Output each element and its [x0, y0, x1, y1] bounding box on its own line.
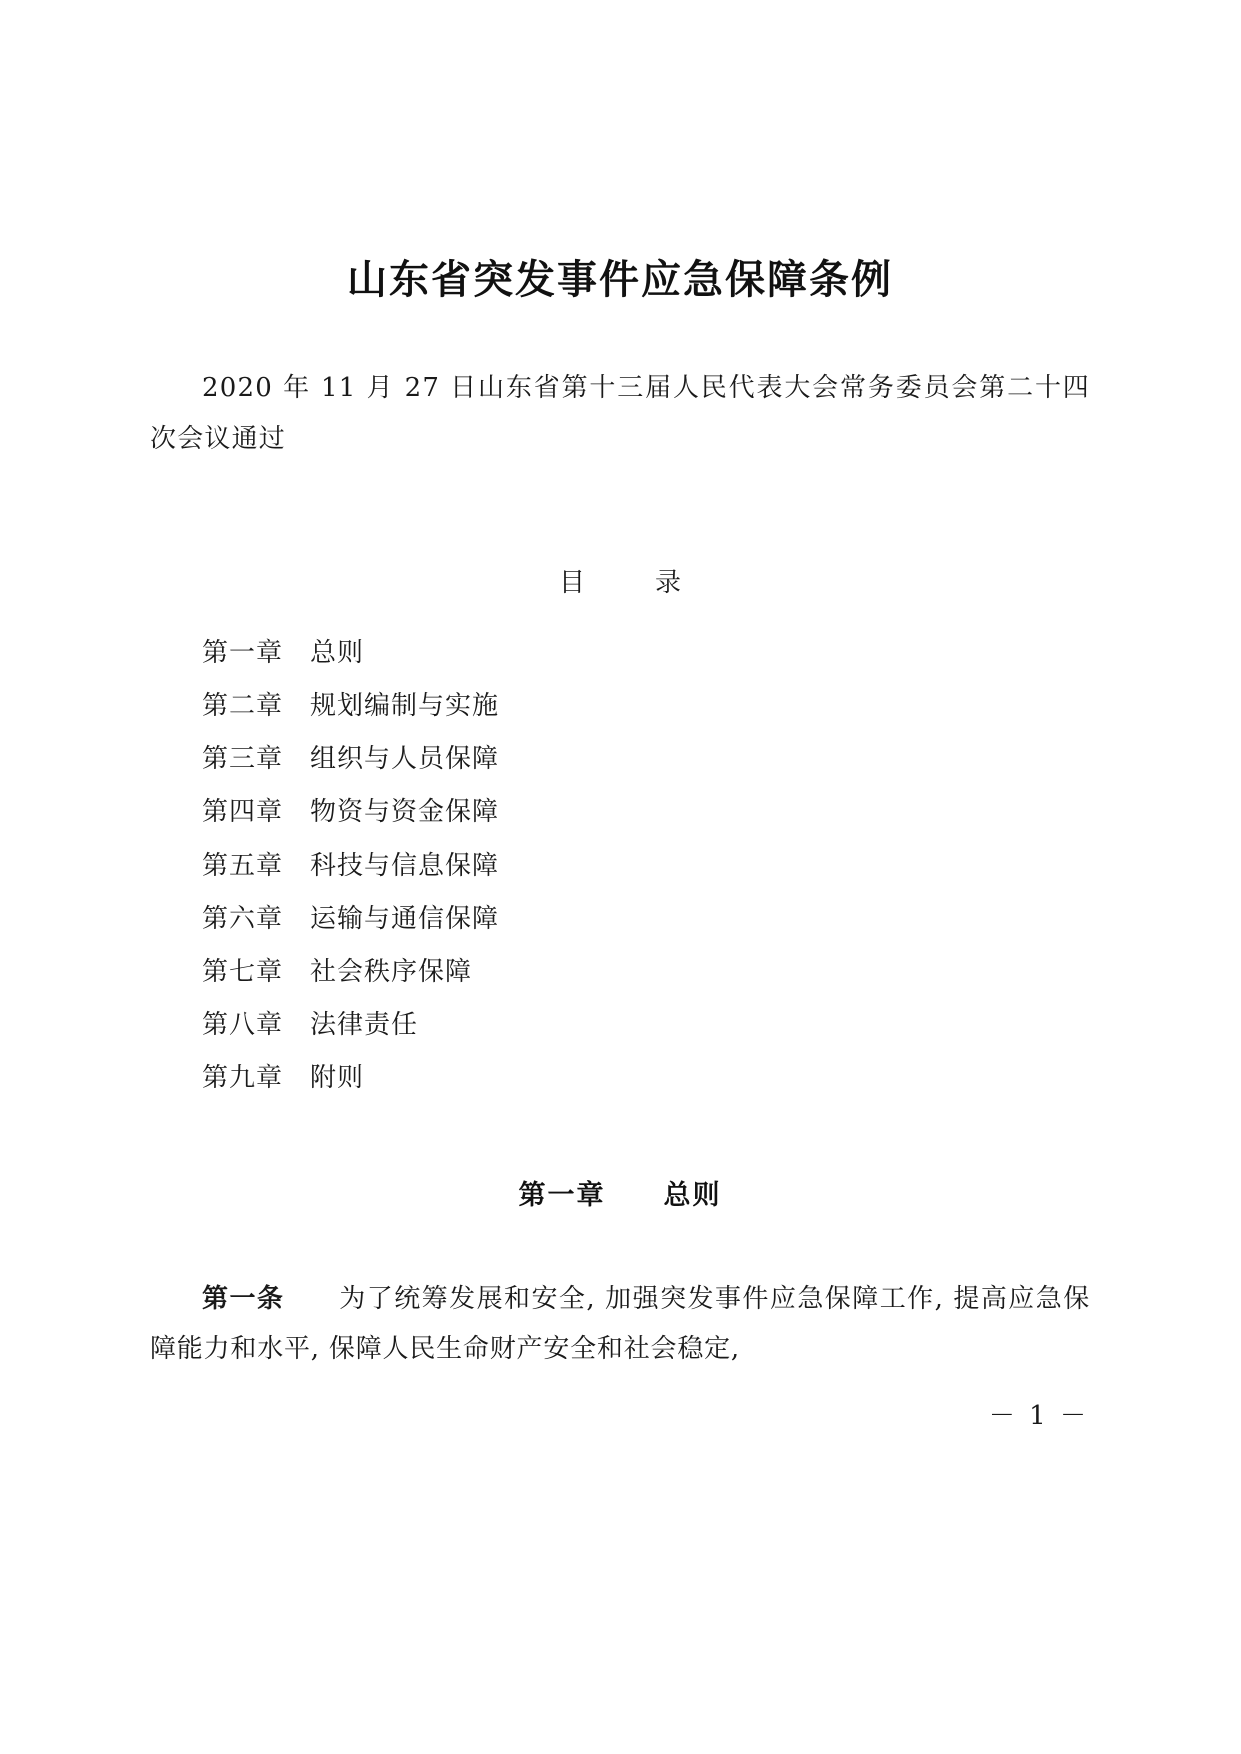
toc-item-chapter-6[interactable]: 第六章 运输与通信保障 [202, 903, 500, 934]
toc-heading: 目 录 [558, 568, 703, 599]
promulgation-paragraph: 2020 年 11 月 27 日山东省第十三届人民代表大会常务委员会第二十四次会议通过 [150, 373, 1090, 454]
chapter-heading: 第一章 总则 [518, 1179, 722, 1211]
toc-item-chapter-9[interactable]: 第九章 附则 [202, 1062, 365, 1093]
toc-item-chapter-7[interactable]: 第七章 社会秩序保障 [202, 956, 473, 987]
toc-item-chapter-1[interactable]: 第一章 总则 [202, 638, 365, 669]
toc-item-chapter-8[interactable]: 第八章 法律责任 [202, 1009, 419, 1040]
document-body [150, 0, 1090, 1375]
toc-item-chapter-2[interactable]: 第二章 规划编制与实施 [202, 691, 500, 722]
toc-list [150, 599, 1090, 1104]
toc-item-chapter-5[interactable]: 第五章 科技与信息保障 [202, 850, 500, 881]
page-title: 山东省突发事件应急保障条例 [347, 257, 893, 303]
toc-item-chapter-3[interactable]: 第三章 组织与人员保障 [202, 744, 500, 775]
toc-item-chapter-4[interactable]: 第四章 物资与资金保障 [202, 797, 500, 828]
page-number: － 1 － [988, 1401, 1089, 1431]
article-paragraph [150, 1212, 1090, 1375]
article-label: 第一条 [202, 1283, 285, 1314]
article-text: 为了统筹发展和安全, 加强突发事件应急保障工作, 提高应急保障能力和水平, 保障人民生命财产安全和社会稳定, [150, 1283, 1091, 1365]
